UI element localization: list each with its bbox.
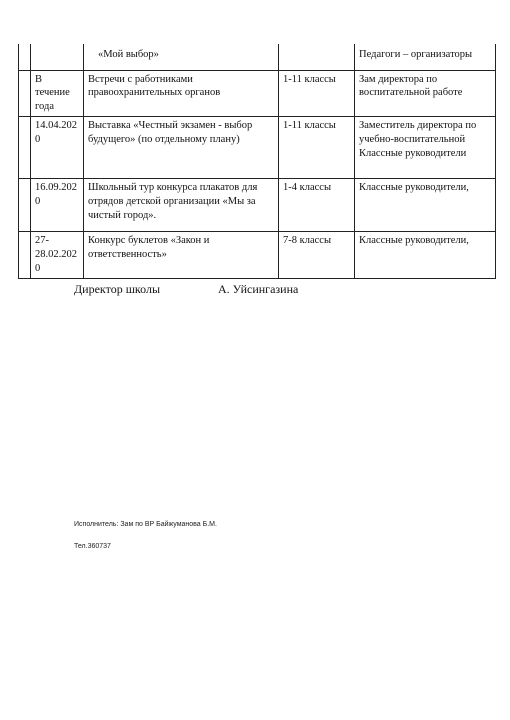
table-row xyxy=(19,117,496,179)
responsible-cell: Классные руководители, xyxy=(355,179,496,232)
director-name: А. Уйсингазина xyxy=(218,282,299,296)
event-cell: Школьный тур конкурса плакатов для отрядов детской организации «Мы за чистый город». xyxy=(84,179,279,232)
responsible-cell: Зам директора по воспитательной работе xyxy=(355,70,496,117)
table-row xyxy=(19,232,496,279)
participants-cell: 1-11 классы xyxy=(279,117,355,179)
participants-cell: 7-8 классы xyxy=(279,232,355,279)
responsible-cell: Заместитель директора по учебно-воспитательной Классные руководители xyxy=(355,117,496,179)
events-table xyxy=(18,44,496,279)
row-number-cell xyxy=(19,179,31,232)
table-row xyxy=(19,70,496,117)
participants-cell: 1-4 классы xyxy=(279,179,355,232)
date-cell: 14.04.2020 xyxy=(31,117,84,179)
responsible-cell: Классные руководители, xyxy=(355,232,496,279)
row-number-cell xyxy=(19,117,31,179)
phone-note: Тел.360737 xyxy=(74,543,111,550)
participants-cell: 1-11 классы xyxy=(279,70,355,117)
date-cell: 27-28.02.2020 xyxy=(31,232,84,279)
date-cell xyxy=(31,44,84,70)
table-row xyxy=(19,44,496,70)
date-cell: 16.09.2020 xyxy=(31,179,84,232)
table-row xyxy=(19,179,496,232)
date-cell: В течение года xyxy=(31,70,84,117)
row-number-cell xyxy=(19,44,31,70)
executor-note: Исполнитель: Зам по ВР Байжуманова Б.М. xyxy=(74,521,217,528)
event-cell: Выставка «Честный экзамен - выбор будущего» (по отдельному плану) xyxy=(84,117,279,179)
participants-cell xyxy=(279,44,355,70)
row-number-cell xyxy=(19,232,31,279)
row-number-cell xyxy=(19,70,31,117)
event-cell: «Мой выбор» xyxy=(84,44,279,70)
event-cell: Конкурс буклетов «Закон и ответственность» xyxy=(84,232,279,279)
director-position: Директор школы xyxy=(74,282,161,296)
responsible-cell: Педагоги – организаторы xyxy=(355,44,496,70)
event-cell: Встречи с работниками правоохранительных органов xyxy=(84,70,279,117)
